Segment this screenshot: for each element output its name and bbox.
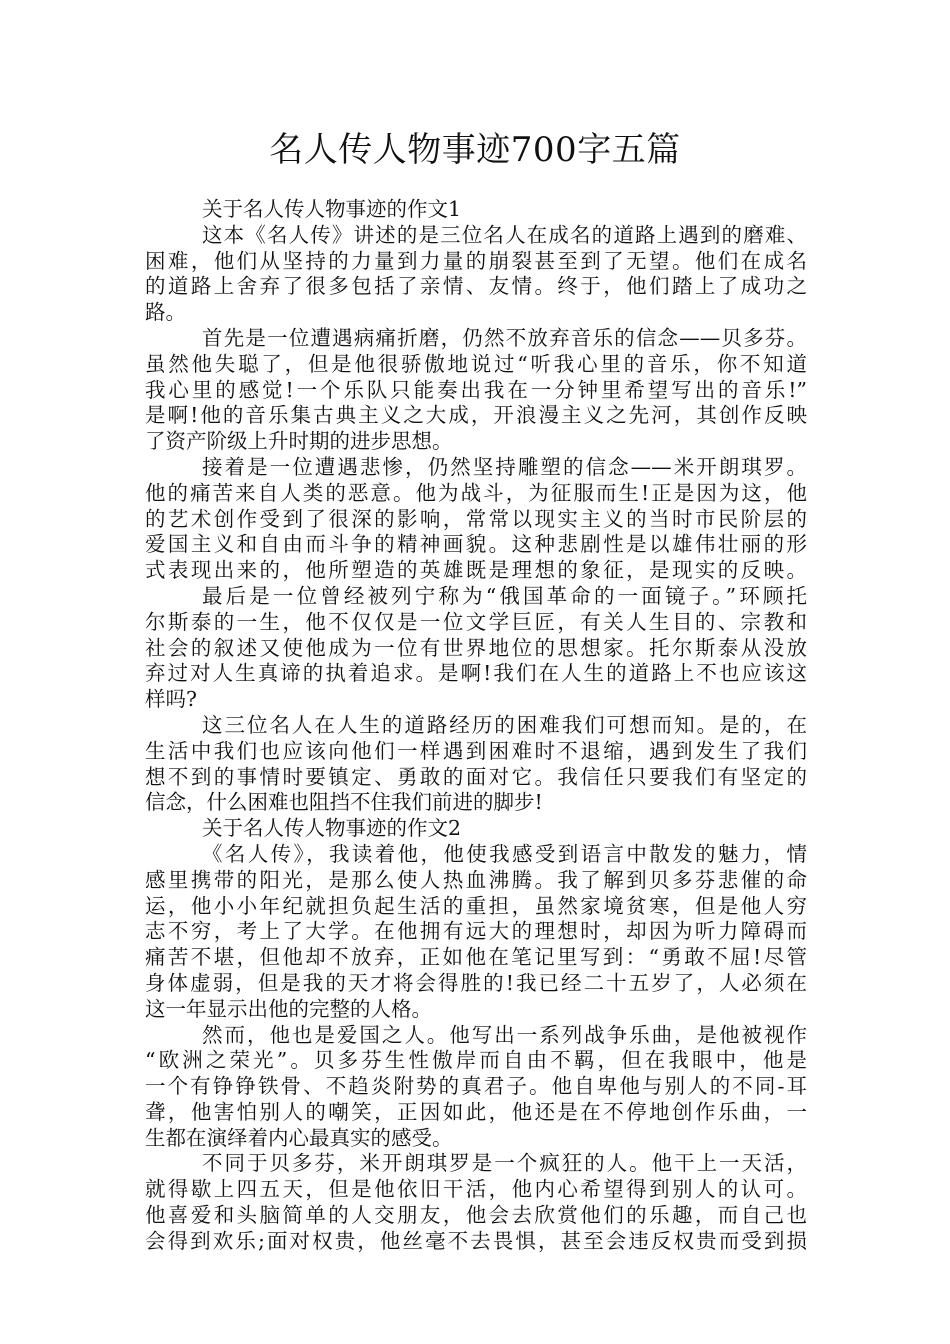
text-line: 就得歇上四五天，但是他依旧干活，他内心希望得到别人的认可。 (145, 1177, 807, 1202)
text-line: 他的痛苦来自人类的恶意。他为战斗，为征服而生!正是因为这，他 (145, 480, 807, 505)
text-line: 会得到欢乐;面对权贵，他丝毫不去畏惧，甚至会违反权贵而受到损 (145, 1228, 807, 1253)
text-line: “欧洲之荣光”。贝多芬生性傲岸而自由不羁，但在我眼中，他是 (145, 1048, 807, 1073)
text-line: 弃过对人生真谛的执着追求。是啊!我们在人生的道路上不也应该这 (145, 661, 807, 686)
text-line: 虽然他失聪了，但是他很骄傲地说过“听我心里的音乐，你不知道 (145, 351, 807, 376)
text-line: 是啊!他的音乐集古典主义之大成，开浪漫主义之先河，其创作反映 (145, 403, 807, 428)
text-line: 痛苦不堪，但他却不放弃，正如他在笔记里写到：“勇敢不屈!尽管 (145, 945, 807, 970)
text-line: 他喜爱和头脑简单的人交朋友，他会去欣赏他们的乐趣，而自己也 (145, 1203, 807, 1228)
text-line: 的艺术创作受到了很深的影响，常常以现实主义的当时市民阶层的 (145, 506, 807, 531)
text-line: 式表现出来的，他所塑造的英雄既是理想的象征，是现实的反映。 (145, 558, 807, 583)
text-line: 这一年显示出他的完整的人格。 (145, 996, 432, 1021)
text-line: 首先是一位遭遇病痛折磨，仍然不放弃音乐的信念——贝多芬。 (202, 325, 807, 350)
text-line: 尔斯泰的一生，他不仅仅是一位文学巨匠，有关人生目的、宗教和 (145, 609, 807, 634)
text-line: 聋，他害怕别人的嘲笑，正因如此，他还是在不停地创作乐曲，一 (145, 1099, 807, 1124)
text-line: 信念，什么困难也阻挡不住我们前进的脚步! (145, 790, 543, 815)
text-line: 爱国主义和自由而斗争的精神画貌。这种悲剧性是以雄伟壮丽的形 (145, 532, 807, 557)
text-line: 我心里的感觉!一个乐队只能奏出我在一分钟里希望写出的音乐!” (145, 377, 807, 402)
text-line: 了资产阶级上升时期的进步思想。 (145, 429, 453, 454)
text-line: 不同于贝多芬，米开朗琪罗是一个疯狂的人。他干上一天活， (202, 1151, 807, 1176)
text-line: 想不到的事情时要镇定、勇敢的面对它。我信任只要我们有坚定的 (145, 764, 807, 789)
text-line: 社会的叙述又使他成为一位有世界地位的思想家。托尔斯泰从没放 (145, 635, 807, 660)
text-line: 生都在演绎着内心最真实的感受。 (145, 1125, 453, 1150)
text-line: 这三位名人在人生的道路经历的困难我们可想而知。是的，在 (202, 712, 807, 737)
text-line: 困难，他们从坚持的力量到力量的崩裂甚至到了无望。他们在成名 (145, 248, 807, 273)
text-line: 这本《名人传》讲述的是三位名人在成名的道路上遇到的磨难、 (202, 222, 807, 247)
text-line: 运，他小小年纪就担负起生活的重担，虽然家境贫寒，但是他人穷 (145, 893, 807, 918)
text-line: 路。 (145, 300, 186, 325)
text-line: 最后是一位曾经被列宁称为“俄国革命的一面镜子。”环顾托 (202, 583, 807, 608)
text-line: 接着是一位遭遇悲惨，仍然坚持雕塑的信念——米开朗琪罗。 (202, 454, 807, 479)
text-line: 一个有铮铮铁骨、不趋炎附势的真君子。他自卑他与别人的不同-耳 (145, 1074, 807, 1099)
text-line: 样吗? (145, 687, 197, 712)
text-line: 《名人传》，我读着他，他使我感受到语言中散发的魅力，情 (202, 841, 807, 866)
text-line: 关于名人传人物事迹的作文1 (202, 197, 462, 221)
text-line: 身体虚弱，但是我的天才将会得胜的!我已经二十五岁了，人必须在 (145, 970, 807, 995)
text-line: 然而，他也是爱国之人。他写出一系列战争乐曲，是他被视作 (202, 1022, 807, 1047)
text-line: 感里携带的阳光，是那么使人热血沸腾。我了解到贝多芬悲催的命 (145, 867, 807, 892)
text-line: 关于名人传人物事迹的作文2 (202, 816, 462, 841)
text-line: 的道路上舍弃了很多包括了亲情、友情。终于，他们踏上了成功之 (145, 274, 807, 299)
document-title: 名人传人物事迹700字五篇 (269, 130, 681, 170)
document-body (145, 197, 807, 1255)
text-line: 生活中我们也应该向他们一样遇到困难时不退缩，遇到发生了我们 (145, 738, 807, 763)
text-line: 志不穷，考上了大学。在他拥有远大的理想时，却因为听力障碍而 (145, 919, 807, 944)
